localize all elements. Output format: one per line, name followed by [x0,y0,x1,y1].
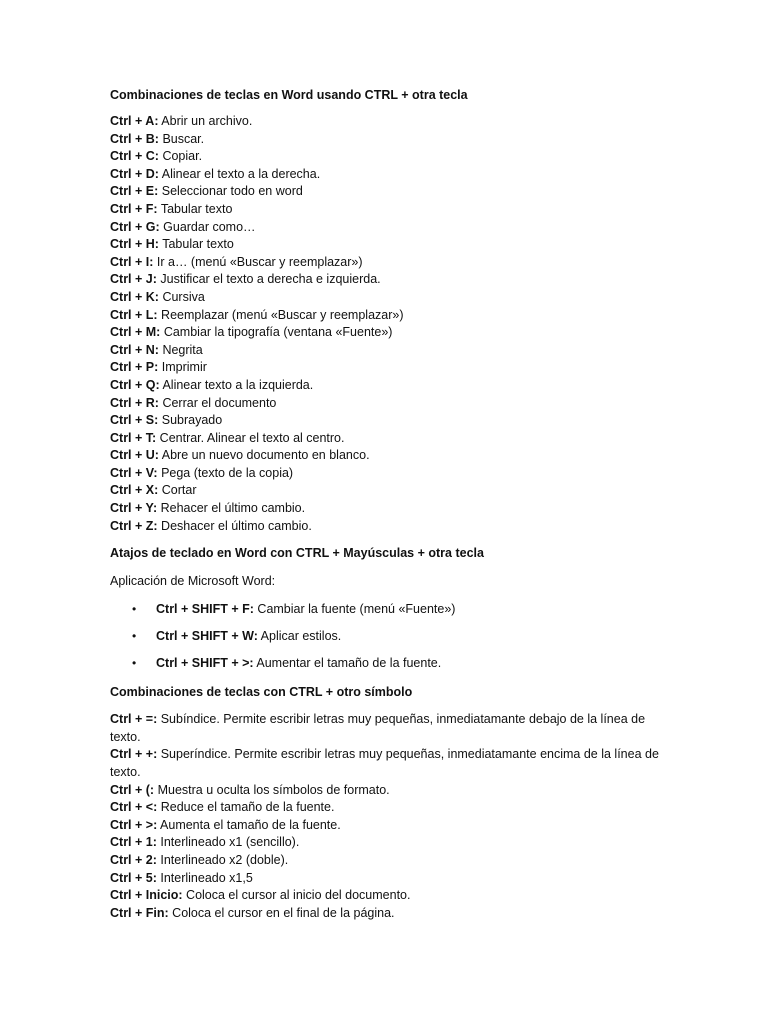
shortcut-description: Interlineado x2 (doble). [156,853,289,867]
shortcut-description: Cerrar el documento [158,395,277,410]
list-item [110,289,670,307]
list-item [110,166,670,184]
shortcut-description: Interlineado x1 (sencillo). [156,835,300,850]
shortcut-key: Ctrl + V: [110,465,158,480]
shortcut-key: Ctrl + E: [110,184,159,199]
list-item [110,887,670,905]
list-item [110,711,670,746]
list-item [110,377,670,395]
list-item [110,219,670,237]
shortcut-key: Ctrl + SHIFT + W: [156,629,258,644]
shortcut-key: Ctrl + Inicio: [110,888,183,903]
shortcut-description: Justificar el texto a derecha e izquierda. [156,272,381,287]
shortcut-description: Alinear texto a la izquierda. [159,377,314,392]
shortcut-description: Cursiva [158,289,205,304]
shortcut-key: Ctrl + I: [110,254,154,269]
list-item [110,254,670,272]
shortcut-description: Reemplazar (menú «Buscar y reemplazar») [157,307,404,322]
shortcut-key: Ctrl + P: [110,360,159,375]
ctrl-symbol-shortcut-list [110,711,670,922]
shortcut-description: Buscar. [158,131,205,146]
ctrl-shift-shortcut-list [110,600,670,672]
shortcut-description: Copiar. [158,149,203,164]
shortcut-key: Ctrl + N: [110,342,159,357]
shortcut-key: Ctrl + (: [110,782,155,797]
shortcut-key: Ctrl + R: [110,395,159,410]
shortcut-key: Ctrl + S: [110,413,159,428]
shortcut-key: Ctrl + L: [110,307,158,322]
shortcut-key: Ctrl + 1: [110,835,157,850]
shortcut-description: Reduce el tamaño de la fuente. [157,800,335,815]
list-item [110,307,670,325]
list-item [110,359,670,377]
bullet-item [110,654,670,672]
list-item [110,183,670,201]
shortcut-description: Cortar [158,483,197,498]
shortcut-key: Ctrl + +: [110,747,158,762]
shortcut-description: Superíndice. Permite escribir letras muy pequeñas, inmediatamante encima de la línea de texto. [110,747,659,780]
shortcut-key: Ctrl + C: [110,149,159,164]
shortcut-key: Ctrl + A: [110,114,159,128]
shortcut-description: Aumentar el tamaño de la fuente. [253,656,442,671]
shortcut-description: Imprimir [158,360,207,375]
shortcut-key: Ctrl + <: [110,800,158,815]
list-item [110,465,670,483]
shortcut-key: Ctrl + =: [110,712,158,727]
shortcut-description: Aumenta el tamaño de la fuente. [157,817,341,832]
shortcut-description: Subíndice. Permite escribir letras muy pequeñas, inmediatamante debajo de la línea de texto. [110,712,646,744]
shortcut-key: Ctrl + SHIFT + >: [156,656,254,671]
list-item [110,412,670,430]
shortcut-description: Guardar como… [159,219,256,234]
ctrl-shortcut-list [110,113,670,535]
list-item [110,395,670,413]
shortcut-key: Ctrl + J: [110,272,157,287]
list-item [110,500,670,518]
list-item [110,518,670,536]
bullet-icon: • [132,602,137,617]
shortcut-description: Coloca el cursor en el final de la página. [168,905,395,920]
shortcut-description: Negrita [158,342,203,357]
shortcut-description: Abrir un archivo. [158,114,253,128]
list-item [110,113,670,131]
shortcut-key: Ctrl + Y: [110,501,158,516]
section-heading-ctrl-symbol-keys: Combinaciones de teclas con CTRL + otro símbolo [110,685,413,700]
shortcut-description: Coloca el cursor al inicio del documento. [182,888,411,903]
shortcut-description: Ir a… (menú «Buscar y reemplazar») [153,254,363,269]
shortcut-key: Ctrl + F: [110,201,158,216]
intro-text: Aplicación de Microsoft Word: [110,574,276,589]
bullet-icon: • [132,656,137,671]
shortcut-key: Ctrl + Fin: [110,905,169,920]
shortcut-key: Ctrl + B: [110,131,159,146]
list-item [110,482,670,500]
bullet-icon: • [132,629,137,644]
bullet-item [110,627,670,645]
list-item [110,131,670,149]
shortcut-description: Rehacer el último cambio. [157,501,306,516]
list-item [110,447,670,465]
shortcut-key: Ctrl + >: [110,817,158,832]
shortcut-key: Ctrl + K: [110,289,159,304]
shortcut-description: Cambiar la fuente (menú «Fuente») [253,602,456,617]
shortcut-key: Ctrl + D: [110,166,159,181]
shortcut-description: Pega (texto de la copia) [157,465,294,480]
shortcut-description: Interlineado x1,5 [156,870,253,885]
shortcut-description: Cambiar la tipografía (ventana «Fuente») [160,325,393,340]
shortcut-description: Tabular texto [157,201,233,216]
bullet-item [110,600,670,618]
section-heading-ctrl-shift-keys: Atajos de teclado en Word con CTRL + Mayúsculas + otra tecla [110,546,484,561]
shortcut-description: Seleccionar todo en word [158,184,303,199]
shortcut-description: Alinear el texto a la derecha. [158,166,321,181]
shortcut-key: Ctrl + T: [110,430,157,445]
shortcut-key: Ctrl + U: [110,448,159,463]
shortcut-key: Ctrl + H: [110,237,159,252]
shortcut-key: Ctrl + 5: [110,870,157,885]
list-item [110,799,670,817]
shortcut-key: Ctrl + 2: [110,853,157,867]
list-item [110,852,670,870]
list-item [110,342,670,360]
shortcut-description: Subrayado [158,413,223,428]
list-item [110,870,670,888]
list-item [110,782,670,800]
list-item [110,746,670,781]
list-item [110,324,670,342]
shortcut-description: Tabular texto [158,237,234,252]
list-item [110,834,670,852]
list-item [110,148,670,166]
document-page [110,86,670,922]
shortcut-key: Ctrl + Q: [110,377,160,392]
shortcut-key: Ctrl + M: [110,325,161,340]
shortcut-description: Muestra u oculta los símbolos de formato. [154,782,390,797]
shortcut-key: Ctrl + X: [110,483,159,498]
list-item [110,201,670,219]
list-item [110,271,670,289]
shortcut-description: Abre un nuevo documento en blanco. [158,448,370,463]
list-item [110,905,670,923]
shortcut-key: Ctrl + Z: [110,518,158,533]
shortcut-key: Ctrl + SHIFT + F: [156,602,254,617]
list-item [110,236,670,254]
list-item [110,430,670,448]
section-heading-ctrl-keys: Combinaciones de teclas en Word usando CTRL + otra tecla [110,88,468,102]
list-item [110,817,670,835]
shortcut-description: Aplicar estilos. [257,629,342,644]
shortcut-key: Ctrl + G: [110,219,160,234]
shortcut-description: Deshacer el último cambio. [157,518,312,533]
shortcut-description: Centrar. Alinear el texto al centro. [156,430,345,445]
